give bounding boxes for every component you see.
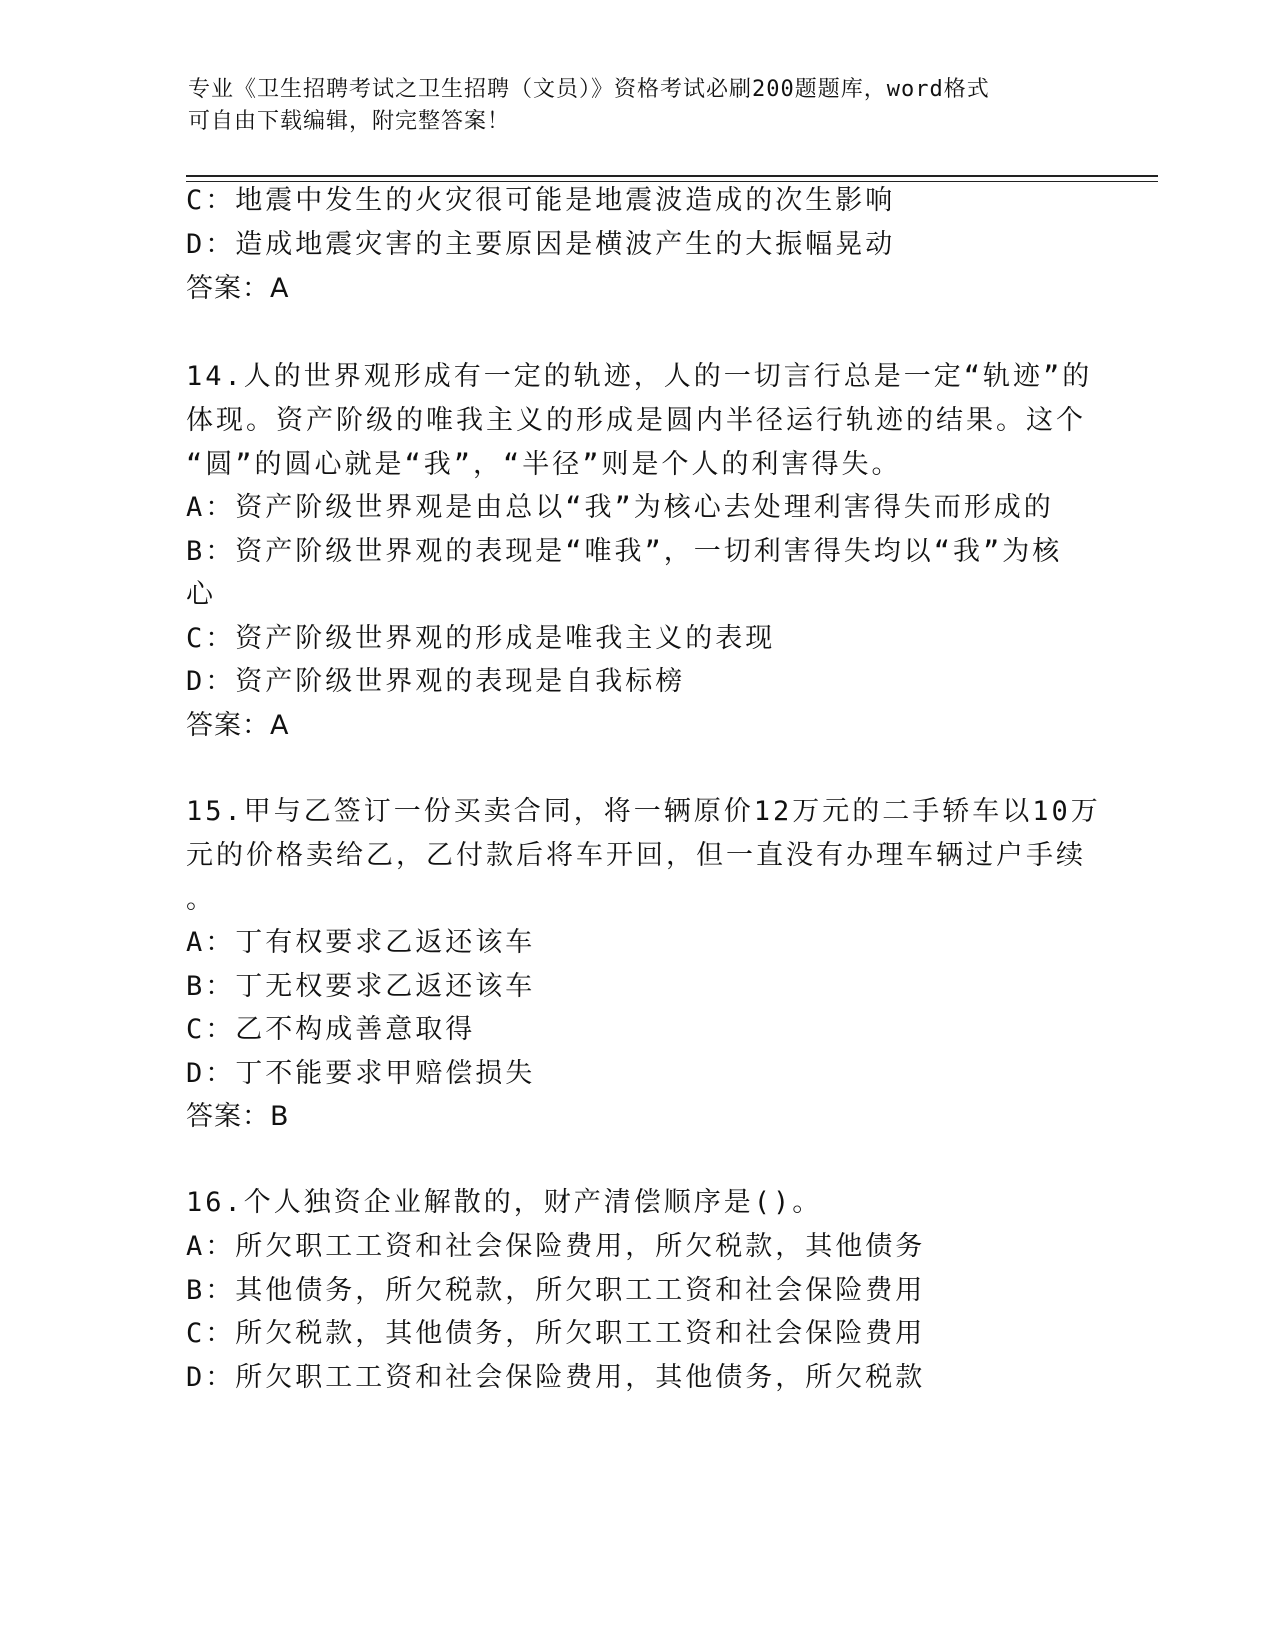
q13-option-d: D：造成地震灾害的主要原因是横波产生的大振幅晃动 — [186, 229, 896, 260]
header-title-line-2: 可自由下载编辑，附完整答案！ — [188, 109, 511, 134]
q14-answer: 答案：A — [186, 710, 290, 741]
header-title-line-1: 专业《卫生招聘考试之卫生招聘（文员）》资格考试必刷200题题库，word格式 — [188, 77, 990, 102]
q16-stem-line-1: 16.个人独资企业解散的，财产清偿顺序是()。 — [186, 1187, 823, 1218]
q15-answer: 答案：B — [186, 1101, 290, 1132]
q15-option-a: A：丁有权要求乙返还该车 — [186, 927, 536, 958]
q14-option-d: D：资产阶级世界观的表现是自我标榜 — [186, 666, 686, 697]
q14-stem-line-2: 体现。资产阶级的唯我主义的形成是圆内半径运行轨迹的结果。这个 — [186, 405, 1086, 436]
q14-stem-line-3: “圆”的圆心就是“我”，“半径”则是个人的利害得失。 — [186, 449, 902, 480]
q14-option-a: A：资产阶级世界观是由总以“我”为核心去处理利害得失而形成的 — [186, 492, 1054, 523]
q15-stem-line-1: 15.甲与乙签订一份买卖合同，将一辆原价12万元的二手轿车以10万 — [186, 796, 1101, 827]
q13-option-c: C：地震中发生的火灾很可能是地震波造成的次生影响 — [186, 185, 896, 216]
q15-stem-line-3: 。 — [186, 884, 216, 915]
q14-option-b-line-1: B：资产阶级世界观的表现是“唯我”，一切利害得失均以“我”为核 — [186, 536, 1063, 567]
q15-stem-line-2: 元的价格卖给乙，乙付款后将车开回，但一直没有办理车辆过户手续 — [186, 840, 1086, 871]
q16-option-a: A：所欠职工工资和社会保险费用，所欠税款，其他债务 — [186, 1231, 926, 1262]
q14-stem-line-1: 14.人的世界观形成有一定的轨迹，人的一切言行总是一定“轨迹”的 — [186, 361, 1093, 392]
q15-option-c: C：乙不构成善意取得 — [186, 1014, 476, 1045]
q14-option-c: C：资产阶级世界观的形成是唯我主义的表现 — [186, 623, 776, 654]
q16-option-c: C：所欠税款，其他债务，所欠职工工资和社会保险费用 — [186, 1318, 926, 1349]
q13-answer: 答案：A — [186, 273, 290, 304]
header-divider — [186, 175, 1158, 182]
q15-option-b: B：丁无权要求乙返还该车 — [186, 971, 536, 1002]
q16-option-d: D：所欠职工工资和社会保险费用，其他债务，所欠税款 — [186, 1362, 926, 1393]
page-header — [188, 74, 1088, 138]
q14-option-b-line-2: 心 — [186, 579, 216, 610]
q16-option-b: B：其他债务，所欠税款，所欠职工工资和社会保险费用 — [186, 1275, 926, 1306]
q15-option-d: D：丁不能要求甲赔偿损失 — [186, 1058, 536, 1089]
